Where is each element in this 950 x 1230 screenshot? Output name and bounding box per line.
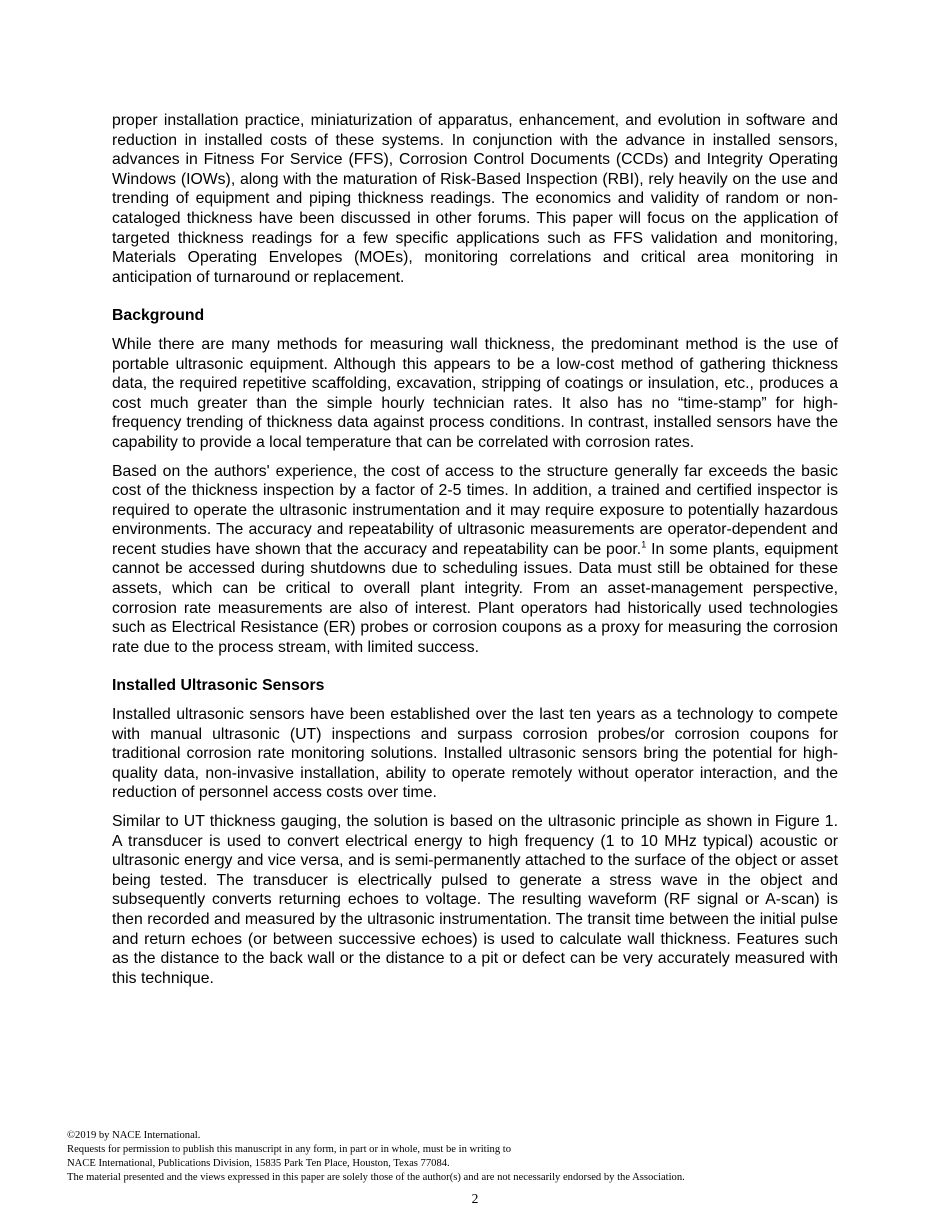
footer-permission: Requests for permission to publish this manuscript in any form, in part or in whole, must be in writing to [67, 1144, 512, 1155]
copyright-footer [67, 1129, 887, 1185]
footer-disclaimer: The material presented and the views expressed in this paper are solely those of the author(s) and are not necessarily endorsed by the Association. [67, 1172, 685, 1183]
background-paragraph-1: While there are many methods for measuring wall thickness, the predominant method is the use of portable ultrasonic equipment. Although this appears to be a low-cost method of gathering thickness data, the required repetitive scaffolding, excavation, stripping of coatings or insulation, etc., produces a cost much greater than the simple hourly technician rates. It also has no “time-stamp” for high-frequency trending of thickness data against process conditions. In contrast, installed sensors have the capability to provide a local temperature that can be correlated with corrosion rates. [112, 335, 838, 451]
background-paragraph-2-text-b: In some plants, equipment cannot be accessed during shutdowns due to scheduling issues. Data must still be obtained for these assets, which can be critical to overall plant integrity. From an asset-management perspective, corrosion rate measurements are also of interest. Plant operators had historically used technologies such as Electrical Resistance (ER) probes or corrosion coupons as a proxy for measuring the corrosion rate due to the process stream, with limited success. [112, 540, 839, 656]
footer-copyright: ©2019 by NACE International. [67, 1130, 201, 1141]
background-paragraph-2 [112, 462, 838, 658]
footnote-reference[interactable]: 1 [641, 539, 647, 550]
background-paragraph-2-text-a: Based on the authors' experience, the cost of access to the structure generally far exceeds the basic cost of the thickness inspection by a factor of 2-5 times. In addition, a trained and certified inspector is required to operate the ultrasonic instrumentation and it may require exposure to potentially hazardous environments. The accuracy and repeatability of ultrasonic measurements are operator-dependent and recent studies have shown that the accuracy and repeatability can be poor. [112, 462, 838, 558]
paper-body [112, 111, 838, 997]
intro-paragraph: proper installation practice, miniaturization of apparatus, enhancement, and evolution in software and reduction in installed costs of these systems. In conjunction with the advance in installed sensors, advances in Fitness For Service (FFS), Corrosion Control Documents (CCDs) and Integrity Operating Windows (IOWs), along with the maturation of Risk-Based Inspection (RBI), rely heavily on the use and trending of equipment and piping thickness readings. The economics and validity of random or non-cataloged thickness have been discussed in other forums. This paper will focus on the application of targeted thickness readings for a few specific applications such as FFS validation and monitoring, Materials Operating Envelopes (MOEs), monitoring correlations and critical area monitoring in anticipation of turnaround or replacement. [112, 112, 838, 286]
section-heading-background: Background [112, 307, 205, 325]
installed-sensors-paragraph-2: Similar to UT thickness gauging, the solution is based on the ultrasonic principle as shown in Figure 1. A transducer is used to convert electrical energy to high frequency (1 to 10 MHz typical) acoustic or ultrasonic energy and vice versa, and is semi-permanently attached to the surface of the object or asset being tested. The transducer is electrically pulsed to generate a stress wave in the object and subsequently converts returning echoes to voltage. The resulting waveform (RF signal or A-scan) is then recorded and measured by the ultrasonic instrumentation. The transit time between the initial pulse and return echoes (or between successive echoes) is used to calculate wall thickness. Features such as the distance to the back wall or the distance to a pit or defect can be very accurately measured with this technique. [112, 813, 838, 987]
section-heading-installed-sensors: Installed Ultrasonic Sensors [112, 677, 325, 695]
footer-address: NACE International, Publications Division, 15835 Park Ten Place, Houston, Texas 77084. [67, 1158, 450, 1169]
installed-sensors-paragraph-1: Installed ultrasonic sensors have been established over the last ten years as a technology to compete with manual ultrasonic (UT) inspections and surpass corrosion probes/or corrosion coupons for traditional corrosion rate monitoring solutions. Installed ultrasonic sensors bring the potential for high-quality data, non-invasive installation, ability to operate remotely without operator interaction, and the reduction of personnel access costs over time. [112, 706, 838, 802]
page-number: 2 [471, 1191, 479, 1206]
